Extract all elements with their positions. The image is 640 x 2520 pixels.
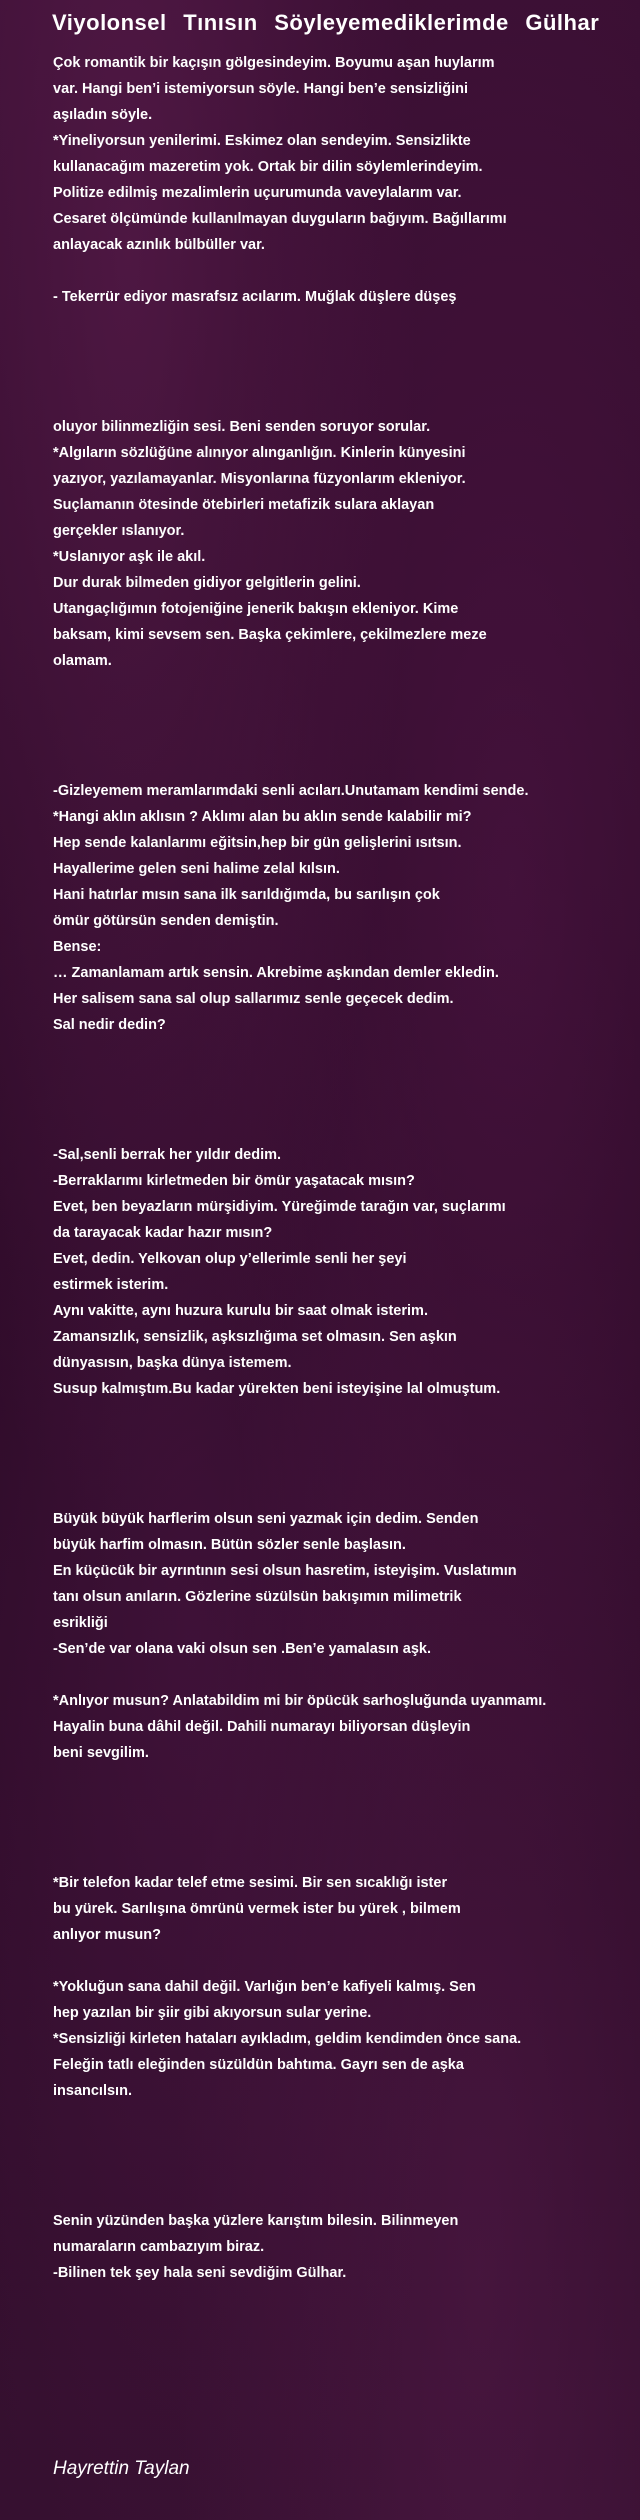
poem-line: *Yineliyorsun yenilerimi. Eskimez olan sendeyim. Sensizlikte	[53, 133, 471, 149]
poem-line: *Anlıyor musun? Anlatabildim mi bir öpücük sarhoşluğunda uyanmamı.	[53, 1693, 547, 1709]
poem-line: Cesaret ölçümünde kullanılmayan duyguların bağıyım. Bağıllarımı	[53, 211, 507, 227]
stanza-spacer	[53, 2104, 638, 2208]
poem-line: esrikliği	[53, 1615, 108, 1631]
poem-line: var. Hangi ben’i istemiyorsun söyle. Hangi ben’e sensizliğini	[53, 81, 468, 97]
poem-line: insancılsın.	[53, 2083, 132, 2099]
poem-line: En küçücük bir ayrıntının sesi olsun hasretim, isteyişim. Vuslatımın	[53, 1563, 517, 1579]
poem-line: estirmek isterim.	[53, 1277, 169, 1293]
stanza-3	[53, 778, 638, 1038]
poem-line: Utangaçlığımın fotojeniğine jenerik bakışın ekleniyor. Kime	[53, 601, 459, 617]
poem-line: *Sensizliği kirleten hataları ayıkladım, geldim kendimden önce sana.	[53, 2031, 522, 2047]
poem-line	[53, 258, 638, 284]
stanza-1	[53, 50, 638, 310]
poem-line: büyük harfim olmasın. Bütün sözler senle başlasın.	[53, 1537, 406, 1553]
poem-line: Hayallerime gelen seni halime zelal kılsın.	[53, 861, 340, 877]
poem-line: Feleğin tatlı eleğinden süzüldün bahtıma. Gayrı sen de aşka	[53, 2057, 464, 2073]
poem-line: Sal nedir dedin?	[53, 1017, 166, 1033]
stanza-spacer	[53, 310, 638, 414]
poem-line: *Uslanıyor aşk ile akıl.	[53, 549, 206, 565]
poem-line: beni sevgilim.	[53, 1745, 149, 1761]
poem-line: tanı olsun anıların. Gözlerine süzülsün bakışımın milimetrik	[53, 1589, 462, 1605]
poem-line: -Berraklarımı kirletmeden bir ömür yaşatacak mısın?	[53, 1173, 415, 1189]
poem-line: *Yokluğun sana dahil değil. Varlığın ben’e kafiyeli kalmış. Sen	[53, 1979, 476, 1995]
poem-line: Hani hatırlar mısın sana ilk sarıldığımda, bu sarılışın çok	[53, 887, 440, 903]
poem-line: Büyük büyük harflerim olsun seni yazmak için dedim. Senden	[53, 1511, 479, 1527]
poem-line: *Hangi aklın aklısın ? Aklımı alan bu aklın sende kalabilir mi?	[53, 809, 472, 825]
poem-line: hep yazılan bir şiir gibi akıyorsun sular yerine.	[53, 2005, 372, 2021]
poem-line: bu yürek. Sarılışına ömrünü vermek ister bu yürek , bilmem	[53, 1901, 461, 1917]
stanza-spacer	[53, 1402, 638, 1506]
stanza-2	[53, 414, 638, 674]
poem-line: - Tekerrür ediyor masrafsız acılarım. Muğlak düşlere düşeş	[53, 289, 457, 305]
poem-line: Bense:	[53, 939, 102, 955]
poem-line: Senin yüzünden başka yüzlere karıştım bilesin. Bilinmeyen	[53, 2213, 459, 2229]
poem-line: … Zamanlamam artık sensin. Akrebime aşkından demler ekledin.	[53, 965, 499, 981]
author-signature: Hayrettin Taylan	[53, 2458, 190, 2479]
stanza-7	[53, 2208, 638, 2286]
poem-line: Dur durak bilmeden gidiyor gelgitlerin gelini.	[53, 575, 361, 591]
poem-line: oluyor bilinmezliğin sesi. Beni senden soruyor sorular.	[53, 419, 431, 435]
poem-line: Hayalin buna dâhil değil. Dahili numarayı biliyorsan düşleyin	[53, 1719, 471, 1735]
stanza-spacer	[53, 1038, 638, 1142]
poem-line: *Bir telefon kadar telef etme sesimi. Bir sen sıcaklığı ister	[53, 1875, 448, 1891]
poem-line: anlayacak azınlık bülbüller var.	[53, 237, 265, 253]
poem-line: da tarayacak kadar hazır mısın?	[53, 1225, 273, 1241]
poem-line: dünyasısın, başka dünya istemem.	[53, 1355, 292, 1371]
stanza-5	[53, 1506, 638, 1766]
poem-line: anlıyor musun?	[53, 1927, 161, 1943]
poem-line: aşıladın söyle.	[53, 107, 153, 123]
stanza-spacer	[53, 1766, 638, 1870]
poem-line: Evet, dedin. Yelkovan olup y’ellerimle senli her şeyi	[53, 1251, 407, 1267]
poem-line: yazıyor, yazılamayanlar. Misyonlarına füzyonlarım ekleniyor.	[53, 471, 466, 487]
poem-line: Evet, ben beyazların mürşidiyim. Yüreğimde tarağın var, suçlarımı	[53, 1199, 506, 1215]
poem-line: Aynı vakitte, aynı huzura kurulu bir saat olmak isterim.	[53, 1303, 428, 1319]
stanza-6	[53, 1870, 638, 2104]
poem-title: Viyolonsel Tınısın Söyleyemediklerimde Gülhar	[52, 10, 600, 35]
poem-line: gerçekler ıslanıyor.	[53, 523, 185, 539]
poem-line: *Algıların sözlüğüne alınıyor alınganlığın. Kinlerin künyesini	[53, 445, 466, 461]
poem-line	[53, 1948, 638, 1974]
stanza-spacer	[53, 674, 638, 778]
poem-line: Suçlamanın ötesinde ötebirleri metafizik sulara aklayan	[53, 497, 435, 513]
poem-line: Çok romantik bir kaçışın gölgesindeyim. Boyumu aşan huylarım	[53, 55, 495, 71]
poem-line: olamam.	[53, 653, 112, 669]
poem-line: ömür götürsün senden demiştin.	[53, 913, 279, 929]
poem-line: Her salisem sana sal olup sallarımız senle geçecek dedim.	[53, 991, 454, 1007]
poem-line: -Gizleyemem meramlarımdaki senli acıları.Unutamam kendimi sende.	[53, 783, 529, 799]
poem-body	[53, 50, 638, 2286]
poem-line: Zamansızlık, sensizlik, aşksızlığıma set olmasın. Sen aşkın	[53, 1329, 457, 1345]
poem-line: -Sal,senli berrak her yıldır dedim.	[53, 1147, 282, 1163]
poem-line: kullanacağım mazeretim yok. Ortak bir dilin söylemlerindeyim.	[53, 159, 483, 175]
poem-line: -Bilinen tek şey hala seni sevdiğim Gülhar.	[53, 2265, 347, 2281]
poem-line: Politize edilmiş mezalimlerin uçurumunda vaveylalarım var.	[53, 185, 462, 201]
poem-line: baksam, kimi sevsem sen. Başka çekimlere, çekilmezlere meze	[53, 627, 487, 643]
poem-line	[53, 1662, 638, 1688]
poem-line: numaraların cambazıyım biraz.	[53, 2239, 265, 2255]
poem-line: -Sen’de var olana vaki olsun sen .Ben’e yamalasın aşk.	[53, 1641, 431, 1657]
poem-line: Hep sende kalanlarımı eğitsin,hep bir gün gelişlerini ısıtsın.	[53, 835, 462, 851]
poem-line: Susup kalmıştım.Bu kadar yürekten beni isteyişine lal olmuştum.	[53, 1381, 501, 1397]
stanza-4	[53, 1142, 638, 1402]
